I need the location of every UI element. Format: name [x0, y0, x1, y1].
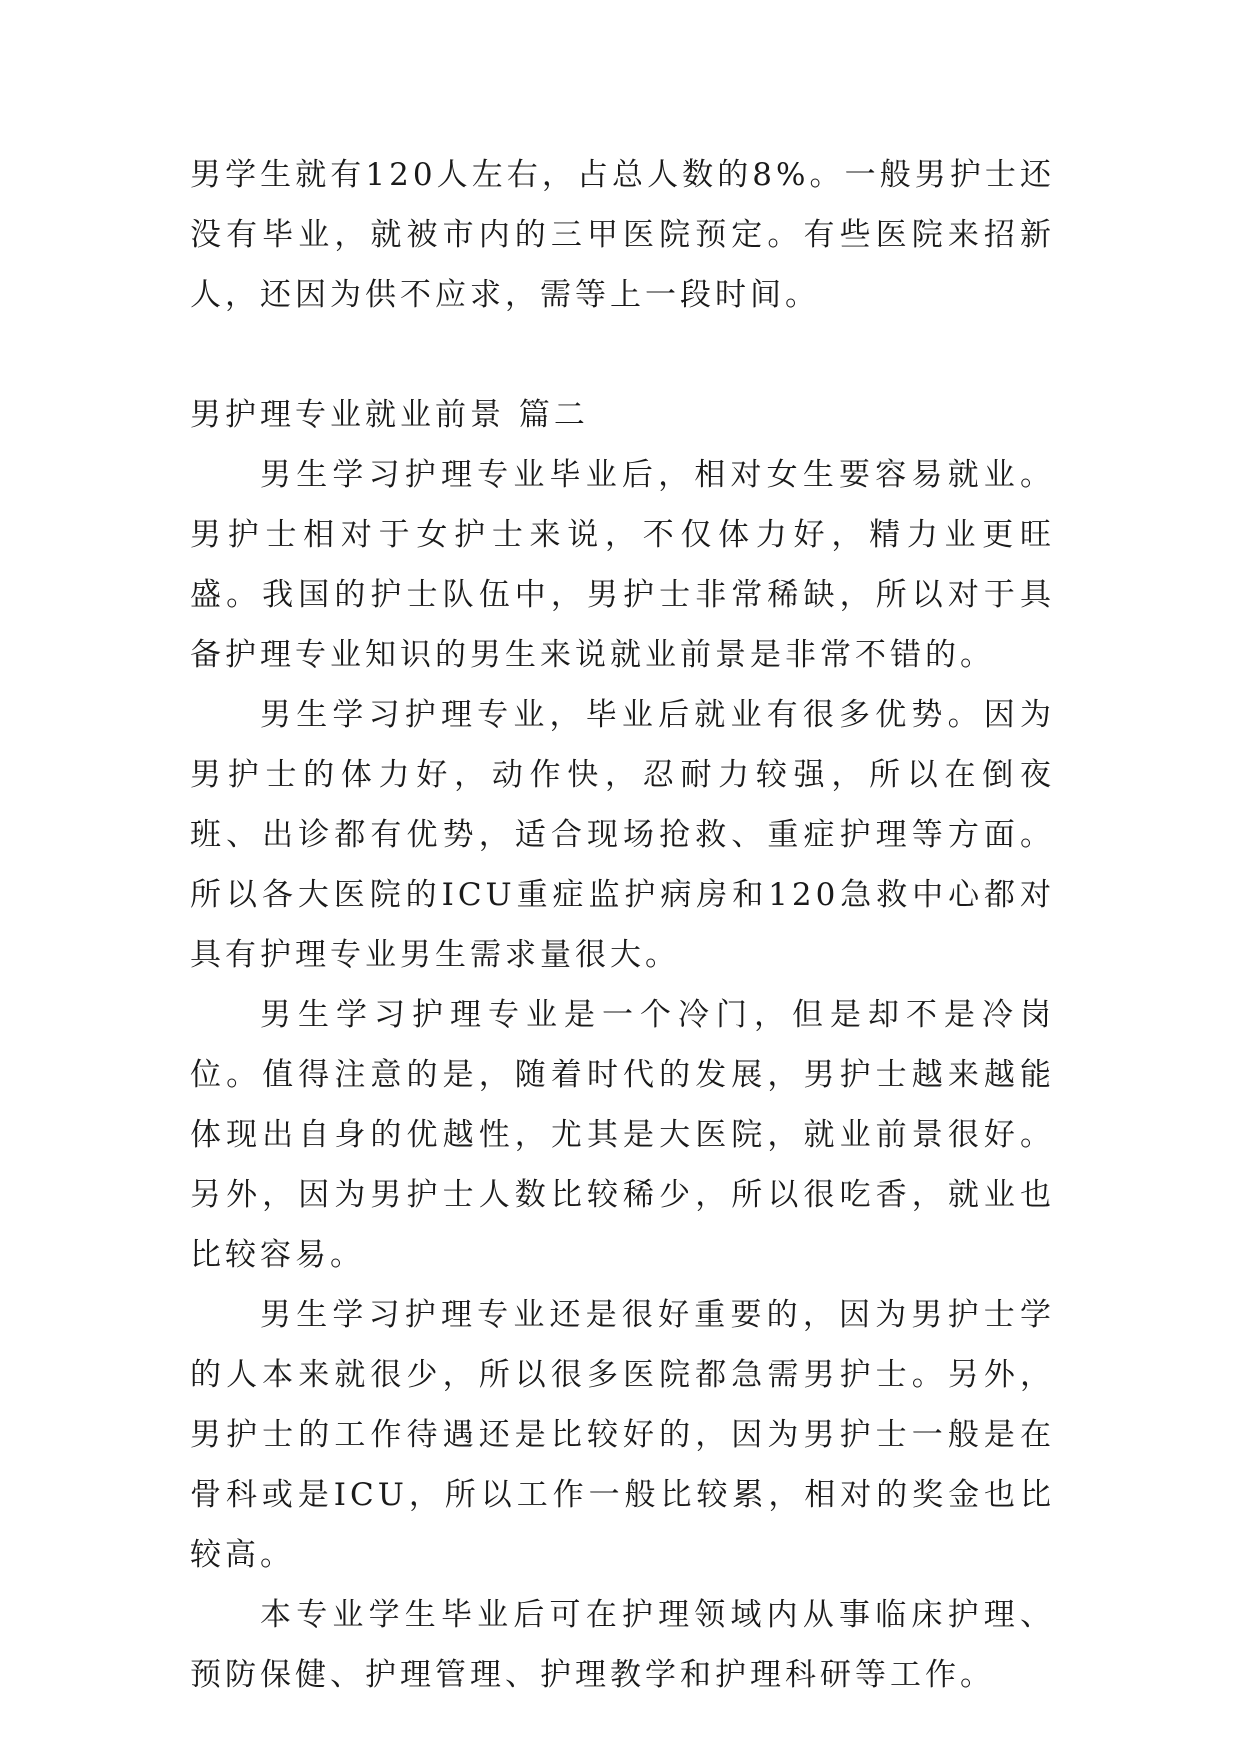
body-paragraph: 男生学习护理专业是一个冷门，但是却不是冷岗位。值得注意的是，随着时代的发展，男护士越来越能体现出自身的优越性，尤其是大医院，就业前景很好。另外，因为男护士人数比较稀少，所以很吃香，就业也比较容易。	[190, 997, 1055, 1273]
body-paragraph: 男生学习护理专业毕业后，相对女生要容易就业。男护士相对于女护士来说，不仅体力好，精力业更旺盛。我国的护士队伍中，男护士非常稀缺，所以对于具备护理专业知识的男生来说就业前景是非常不错的。	[190, 457, 1055, 673]
body-paragraph: 男生学习护理专业，毕业后就业有很多优势。因为男护士的体力好，动作快，忍耐力较强，所以在倒夜班、出诊都有优势，适合现场抢救、重症护理等方面。所以各大医院的ICU重症监护病房和120急救中心都对具有护理专业男生需求量很大。	[190, 697, 1055, 973]
section-heading: 男护理专业就业前景 篇二	[190, 397, 589, 433]
body-paragraph: 本专业学生毕业后可在护理领域内从事临床护理、预防保健、护理管理、护理教学和护理科研等工作。	[190, 1597, 1055, 1693]
intro-paragraph: 男学生就有120人左右，占总人数的8%。一般男护士还没有毕业，就被市内的三甲医院预定。有些医院来招新人，还因为供不应求，需等上一段时间。	[190, 157, 1055, 313]
body-paragraph: 男生学习护理专业还是很好重要的，因为男护士学的人本来就很少，所以很多医院都急需男护士。另外，男护士的工作待遇还是比较好的，因为男护士一般是在骨科或是ICU，所以工作一般比较累，相对的奖金也比较高。	[190, 1297, 1055, 1573]
document-page	[190, 145, 1055, 1705]
